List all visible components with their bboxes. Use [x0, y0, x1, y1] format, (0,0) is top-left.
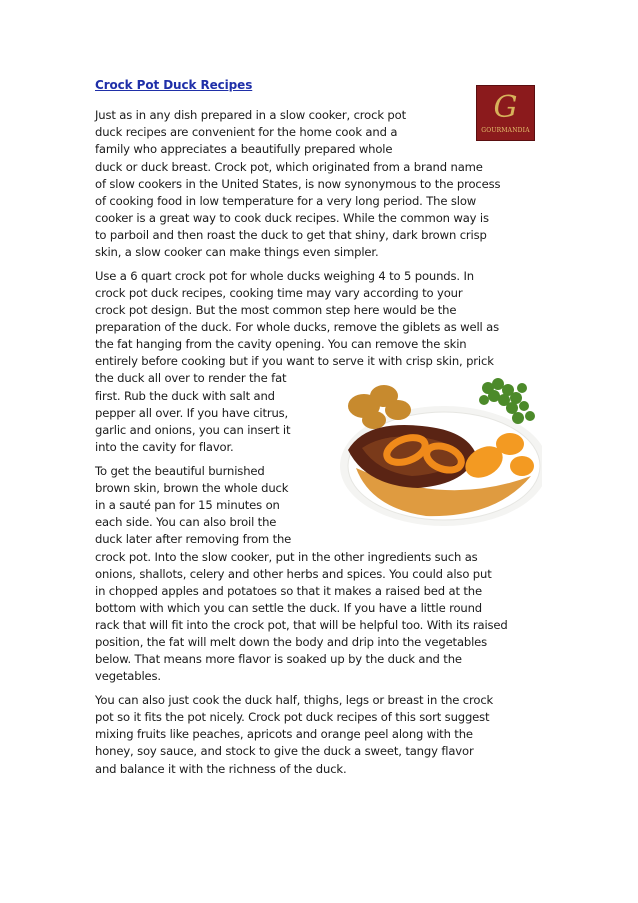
text-line: vegetables. [95, 669, 161, 683]
text-line: the duck all over to render the fat [95, 371, 287, 385]
text-line: entirely before cooking but if you want to serve it with crisp skin, prick [95, 354, 494, 368]
text-line: brown skin, brown the whole duck [95, 481, 289, 495]
text-line: pot so it fits the pot nicely. Crock pot duck recipes of this sort suggest [95, 710, 490, 724]
text-line: below. That means more flavor is soaked up by the duck and the [95, 652, 462, 666]
text-line: to parboil and then roast the duck to get that shiny, dark brown crisp [95, 228, 487, 242]
text-line: and balance it with the richness of the duck. [95, 762, 347, 776]
text-line: in chopped apples and potatoes so that it makes a raised bed at the [95, 584, 482, 598]
text-line: of slow cookers in the United States, is now synonymous to the process [95, 177, 501, 191]
text-line: in a sauté pan for 15 minutes on [95, 498, 280, 512]
logo-wordmark: GOURMANDIA [481, 127, 530, 134]
text-line: into the cavity for flavor. [95, 440, 234, 454]
text-line: position, the fat will melt down the body and drip into the vegetables [95, 635, 488, 649]
text-line: family who appreciates a beautifully prepared whole [95, 142, 393, 156]
logo-letter: G [493, 90, 518, 125]
text-line: skin, a slow cooker can make things even simpler. [95, 245, 379, 259]
gourmandia-logo [476, 85, 535, 141]
text-line: first. Rub the duck with salt and [95, 389, 275, 403]
text-line: crock pot duck recipes, cooking time may vary according to your [95, 286, 463, 300]
text-line: cooker is a great way to cook duck recipes. While the common way is [95, 211, 489, 225]
text-line: To get the beautiful burnished [95, 464, 265, 478]
text-line: the fat hanging from the cavity opening. You can remove the skin [95, 337, 467, 351]
text-line: honey, soy sauce, and stock to give the duck a sweet, tangy flavor [95, 744, 474, 758]
text-line: of cooking food in low temperature for a very long period. The slow [95, 194, 477, 208]
text-line: Use a 6 quart crock pot for whole ducks weighing 4 to 5 pounds. In [95, 269, 474, 283]
text-line: preparation of the duck. For whole ducks, remove the giblets as well as [95, 320, 499, 334]
text-line: rack that will fit into the crock pot, that will be helpful too. With its raised [95, 618, 508, 632]
text-line: duck or duck breast. Crock pot, which originated from a brand name [95, 160, 483, 174]
text-line: garlic and onions, you can insert it [95, 423, 291, 437]
text-line: mixing fruits like peaches, apricots and orange peel along with the [95, 727, 473, 741]
text-line: crock pot design. But the most common step here would be the [95, 303, 457, 317]
text-line: pepper all over. If you have citrus, [95, 406, 289, 420]
text-line: each side. You can also broil the [95, 515, 277, 529]
page-title: Crock Pot Duck Recipes [95, 78, 253, 92]
text-line: crock pot. Into the slow cooker, put in the other ingredients such as [95, 550, 478, 564]
text-line: onions, shallots, celery and other herbs and spices. You could also put [95, 567, 492, 581]
text-line: duck recipes are convenient for the home cook and a [95, 125, 398, 139]
duck-dish-photo [326, 358, 542, 533]
text-line: You can also just cook the duck half, thighs, legs or breast in the crock [95, 693, 494, 707]
text-line: Just as in any dish prepared in a slow cooker, crock pot [95, 108, 406, 122]
text-line: duck later after removing from the [95, 532, 292, 546]
text-line: bottom with which you can settle the duck. If you have a little round [95, 601, 483, 615]
